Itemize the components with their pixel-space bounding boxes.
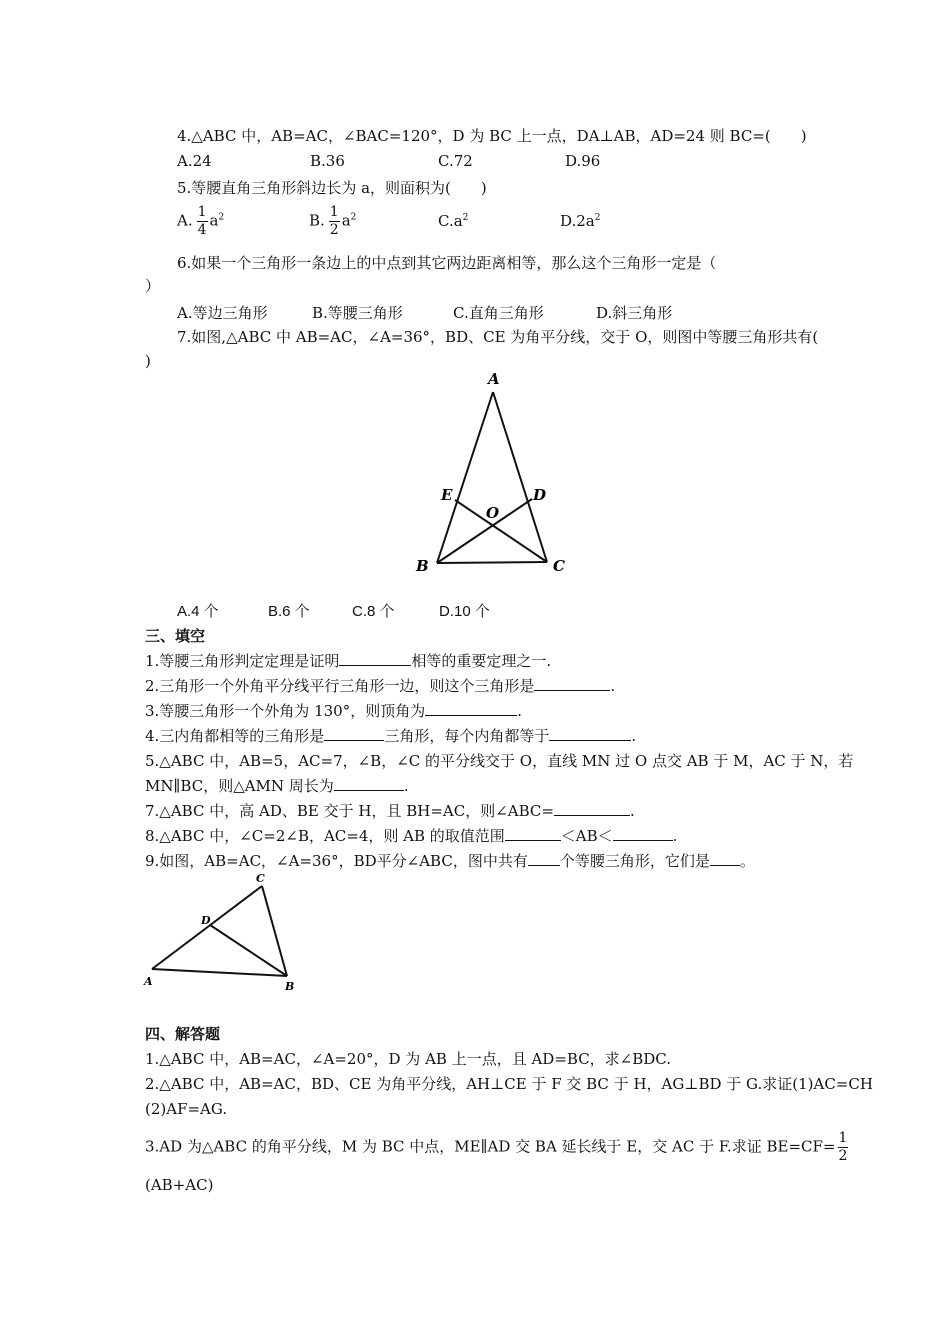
side-ac: [493, 392, 547, 562]
side-bc: [437, 562, 547, 563]
label-d: D: [201, 914, 211, 927]
mc-q6-option-a: A.等边三角形: [177, 304, 268, 322]
label-b: B: [285, 980, 295, 993]
mc-q7-stem: 7.如图,△ABC 中 AB=AC，∠A=36°，BD、CE 为角平分线，交于 O，则图中等腰三角形共有(: [177, 328, 819, 346]
mc-q4-option-b: B.36: [310, 152, 345, 170]
answer-blank[interactable]: [613, 826, 673, 841]
mc-q6-stem: 6.如果一个三角形一条边上的中点到其它两边距离相等，那么这个三角形一定是（: [177, 254, 717, 272]
solve-q3: 3.AD 为△ABC 的角平分线，M 为 BC 中点，ME∥AD 交 BA 延长线于 E，交 AC 于 F.求证 BE=CF= $\frac{1}{2}$: [145, 1130, 848, 1164]
answer-blank[interactable]: [505, 826, 561, 841]
fill-q5-cont: MN∥BC，则△AMN 周长为 .: [145, 777, 409, 795]
mc-q5-option-b: B. $\frac{1}{2}$ $a^2$: [309, 204, 357, 238]
mc-q7-option-d: D.10 个: [439, 603, 490, 620]
section-heading-solve: 四、解答题: [145, 1025, 221, 1043]
fill-q4: 4.三内角都相等的三角形是 三角形，每个内角都等于 .: [145, 727, 637, 745]
solve-q1: 1.△ABC 中，AB=AC，∠A=20°，D 为 AB 上一点，且 AD=BC，求∠BDC.: [145, 1050, 672, 1068]
fill-q9: 9.如图，AB=AC，∠A=36°，BD平分∠ABC，图中共有 个等腰三角形，它们是 。: [145, 852, 755, 870]
fill-q8: 8.△ABC 中，∠C=2∠B，AC=4，则 AB 的取值范围 ＜AB＜ .: [145, 827, 678, 845]
mc-q7-option-c: C.8 个: [352, 603, 395, 620]
section-heading-fill: 三、填空: [145, 627, 206, 645]
label-b: B: [416, 557, 429, 575]
mc-q4-stem: 4.△ABC 中，AB=AC，∠BAC=120°，D 为 BC 上一点，DA⊥AB，AD=24 则 BC=( ): [177, 127, 807, 145]
mc-q5-stem: 5.等腰直角三角形斜边长为 a，则面积为( ): [177, 179, 487, 197]
answer-blank[interactable]: [334, 776, 404, 791]
fill-q7: 7.△ABC 中，高 AD、BE 交于 H，且 BH=AC，则∠ABC= .: [145, 802, 635, 820]
mc-q4-option-a: A.24: [177, 152, 212, 170]
triangle-figure-q7: [400, 365, 590, 580]
mc-q4-option-d: D.96: [565, 152, 601, 170]
answer-blank[interactable]: [425, 701, 517, 716]
answer-blank[interactable]: [710, 851, 740, 866]
answer-blank[interactable]: [534, 676, 610, 691]
label-e: E: [441, 486, 453, 504]
mc-q6-option-b: B.等腰三角形: [312, 304, 403, 322]
mc-q7-stem-cont: ): [145, 352, 151, 370]
side-ac: [152, 886, 262, 969]
mc-q6-option-c: C.直角三角形: [453, 304, 544, 322]
mc-q6-stem-cont: ）: [145, 277, 161, 295]
fill-q1: 1.等腰三角形判定定理是证明 相等的重要定理之一.: [145, 652, 552, 670]
label-c: C: [256, 872, 265, 885]
mc-q4-option-c: C.72: [438, 152, 473, 170]
answer-blank[interactable]: [554, 801, 630, 816]
solve-q2-cont: (2)AF=AG.: [145, 1100, 228, 1118]
side-ab: [437, 392, 493, 563]
label-a: A: [488, 370, 500, 388]
fill-q5: 5.△ABC 中，AB=5，AC=7，∠B，∠C 的平分线交于 O，直线 MN 过 O 点交 AB 于 M，AC 于 N，若: [145, 752, 854, 770]
side-ab: [152, 969, 287, 976]
label-d: D: [533, 486, 547, 504]
fill-q3: 3.等腰三角形一个外角为 130°，则顶角为 .: [145, 702, 522, 720]
answer-blank[interactable]: [549, 726, 631, 741]
answer-blank[interactable]: [339, 651, 411, 666]
mc-q5-option-d: $D.2a^2$: [560, 212, 601, 230]
fill-q2: 2.三角形一个外角平分线平行三角形一边，则这个三角形是 .: [145, 677, 616, 695]
answer-blank[interactable]: [324, 726, 384, 741]
mc-q5-option-c: $C.a^2$: [438, 212, 469, 230]
solve-q2: 2.△ABC 中，AB=AC，BD、CE 为角平分线，AH⊥CE 于 F 交 BC 于 H，AG⊥BD 于 G.求证(1)AC=CH: [145, 1075, 873, 1093]
mc-q7-option-a: A.4 个: [177, 603, 219, 620]
segment-ce: [455, 500, 547, 562]
label-o: O: [486, 504, 500, 522]
answer-blank[interactable]: [528, 851, 560, 866]
mc-q5-option-a: A. $\frac{1}{4}$ $a^2$: [177, 204, 225, 238]
label-c: C: [553, 557, 565, 575]
mc-q7-option-b: B.6 个: [268, 603, 310, 620]
mc-q6-option-d: D.斜三角形: [596, 304, 673, 322]
solve-q3-cont: (AB+AC): [145, 1176, 214, 1194]
segment-bd: [437, 499, 532, 563]
triangle-figure-q9: [135, 868, 315, 998]
label-a: A: [144, 975, 153, 988]
